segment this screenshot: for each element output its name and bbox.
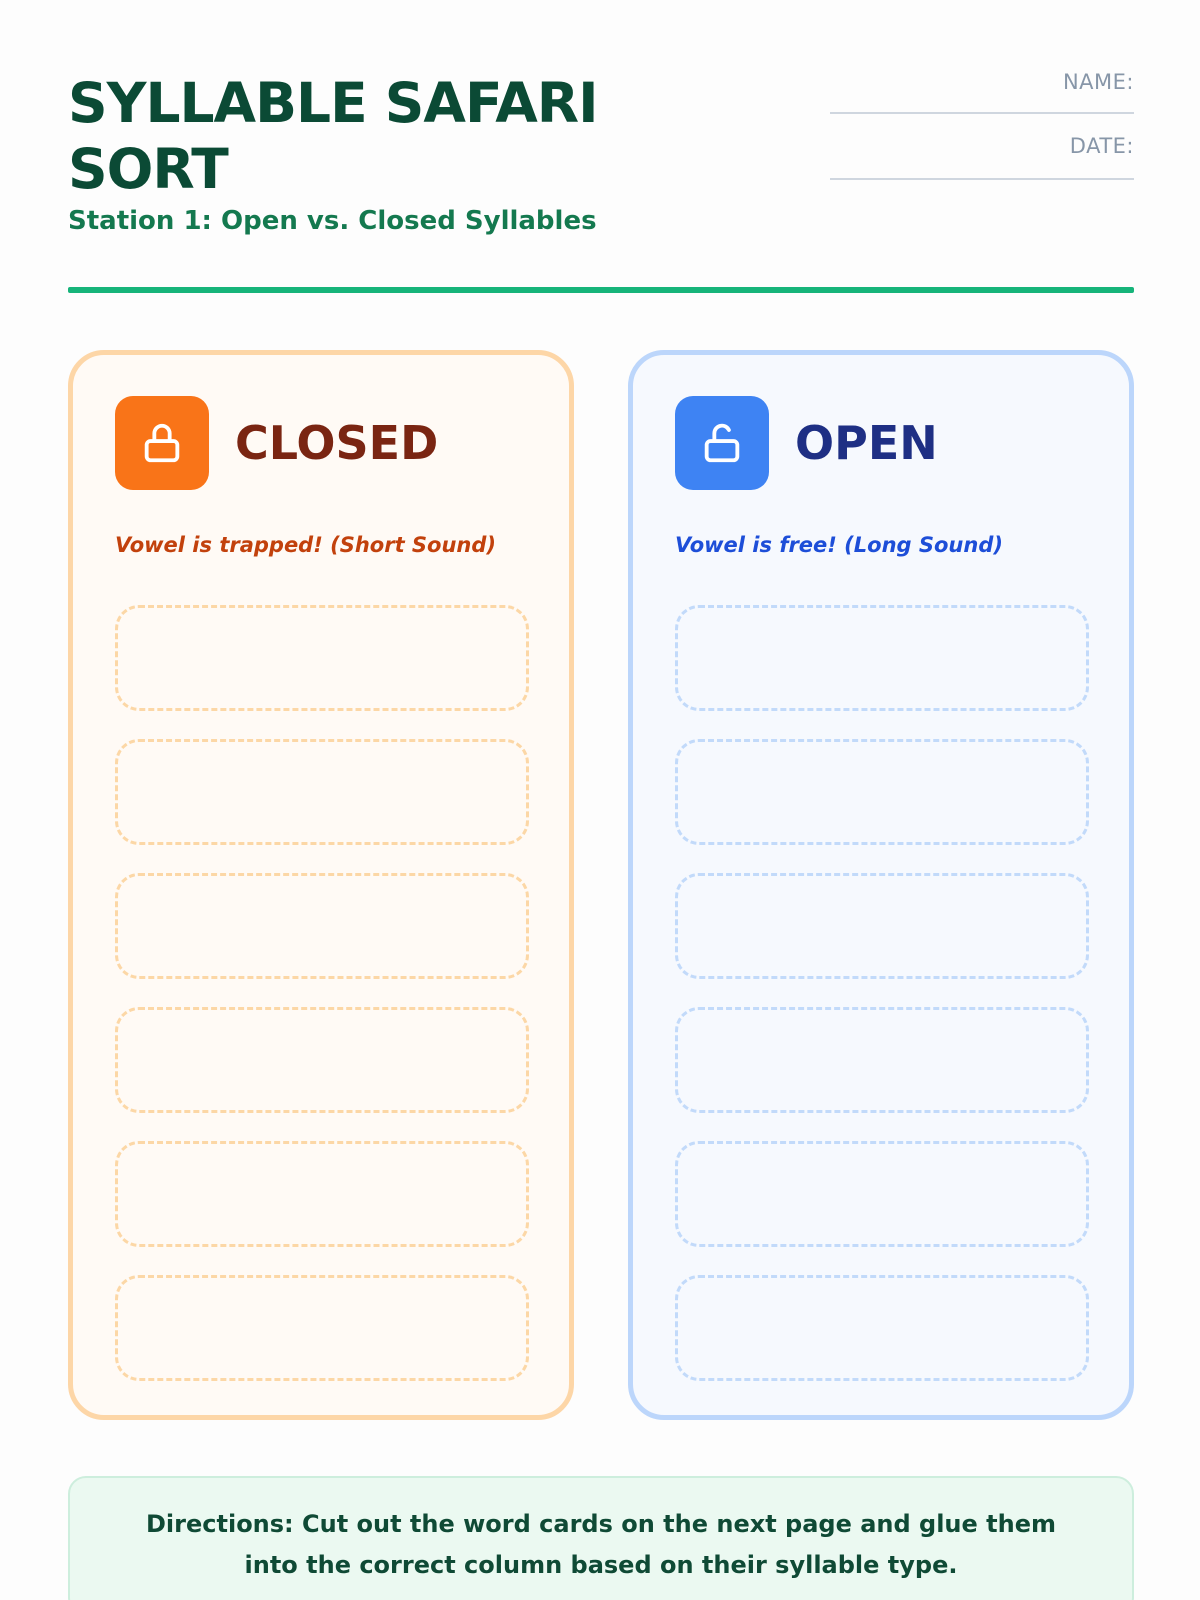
open-column-title: OPEN <box>795 416 938 470</box>
open-card-slot[interactable] <box>675 1275 1089 1381</box>
closed-slots <box>115 605 529 1409</box>
closed-card-slot[interactable] <box>115 1141 529 1247</box>
open-card-slot[interactable] <box>675 1007 1089 1113</box>
name-label: NAME: <box>1062 70 1134 94</box>
open-column-description: Vowel is free! (Long Sound) <box>675 533 1003 557</box>
open-card-slot[interactable] <box>675 873 1089 979</box>
open-card-slot[interactable] <box>675 739 1089 845</box>
page-subtitle: Station 1: Open vs. Closed Syllables <box>68 206 597 236</box>
closed-column-description: Vowel is trapped! (Short Sound) <box>115 533 496 557</box>
date-label: DATE: <box>1069 134 1134 158</box>
closed-card-slot[interactable] <box>115 1007 529 1113</box>
open-slots <box>675 605 1089 1409</box>
name-date-block <box>830 70 1134 200</box>
closed-column-title: CLOSED <box>235 416 439 470</box>
open-card-slot[interactable] <box>675 1141 1089 1247</box>
lock-closed-icon <box>115 396 209 490</box>
closed-card-slot[interactable] <box>115 873 529 979</box>
closed-card-slot[interactable] <box>115 739 529 845</box>
open-card-slot[interactable] <box>675 605 1089 711</box>
header-divider <box>68 287 1134 293</box>
closed-card-slot[interactable] <box>115 1275 529 1381</box>
page-title: SYLLABLE SAFARI SORT <box>68 71 598 201</box>
open-column <box>628 350 1134 1420</box>
closed-column <box>68 350 574 1420</box>
worksheet-header <box>68 70 1134 240</box>
closed-card-slot[interactable] <box>115 605 529 711</box>
date-line[interactable] <box>830 178 1134 180</box>
directions-box: Directions: Cut out the word cards on the next page and glue them into the correct column based on their syllable type. <box>68 1476 1134 1600</box>
lock-open-icon <box>675 396 769 490</box>
name-line[interactable] <box>830 112 1134 114</box>
